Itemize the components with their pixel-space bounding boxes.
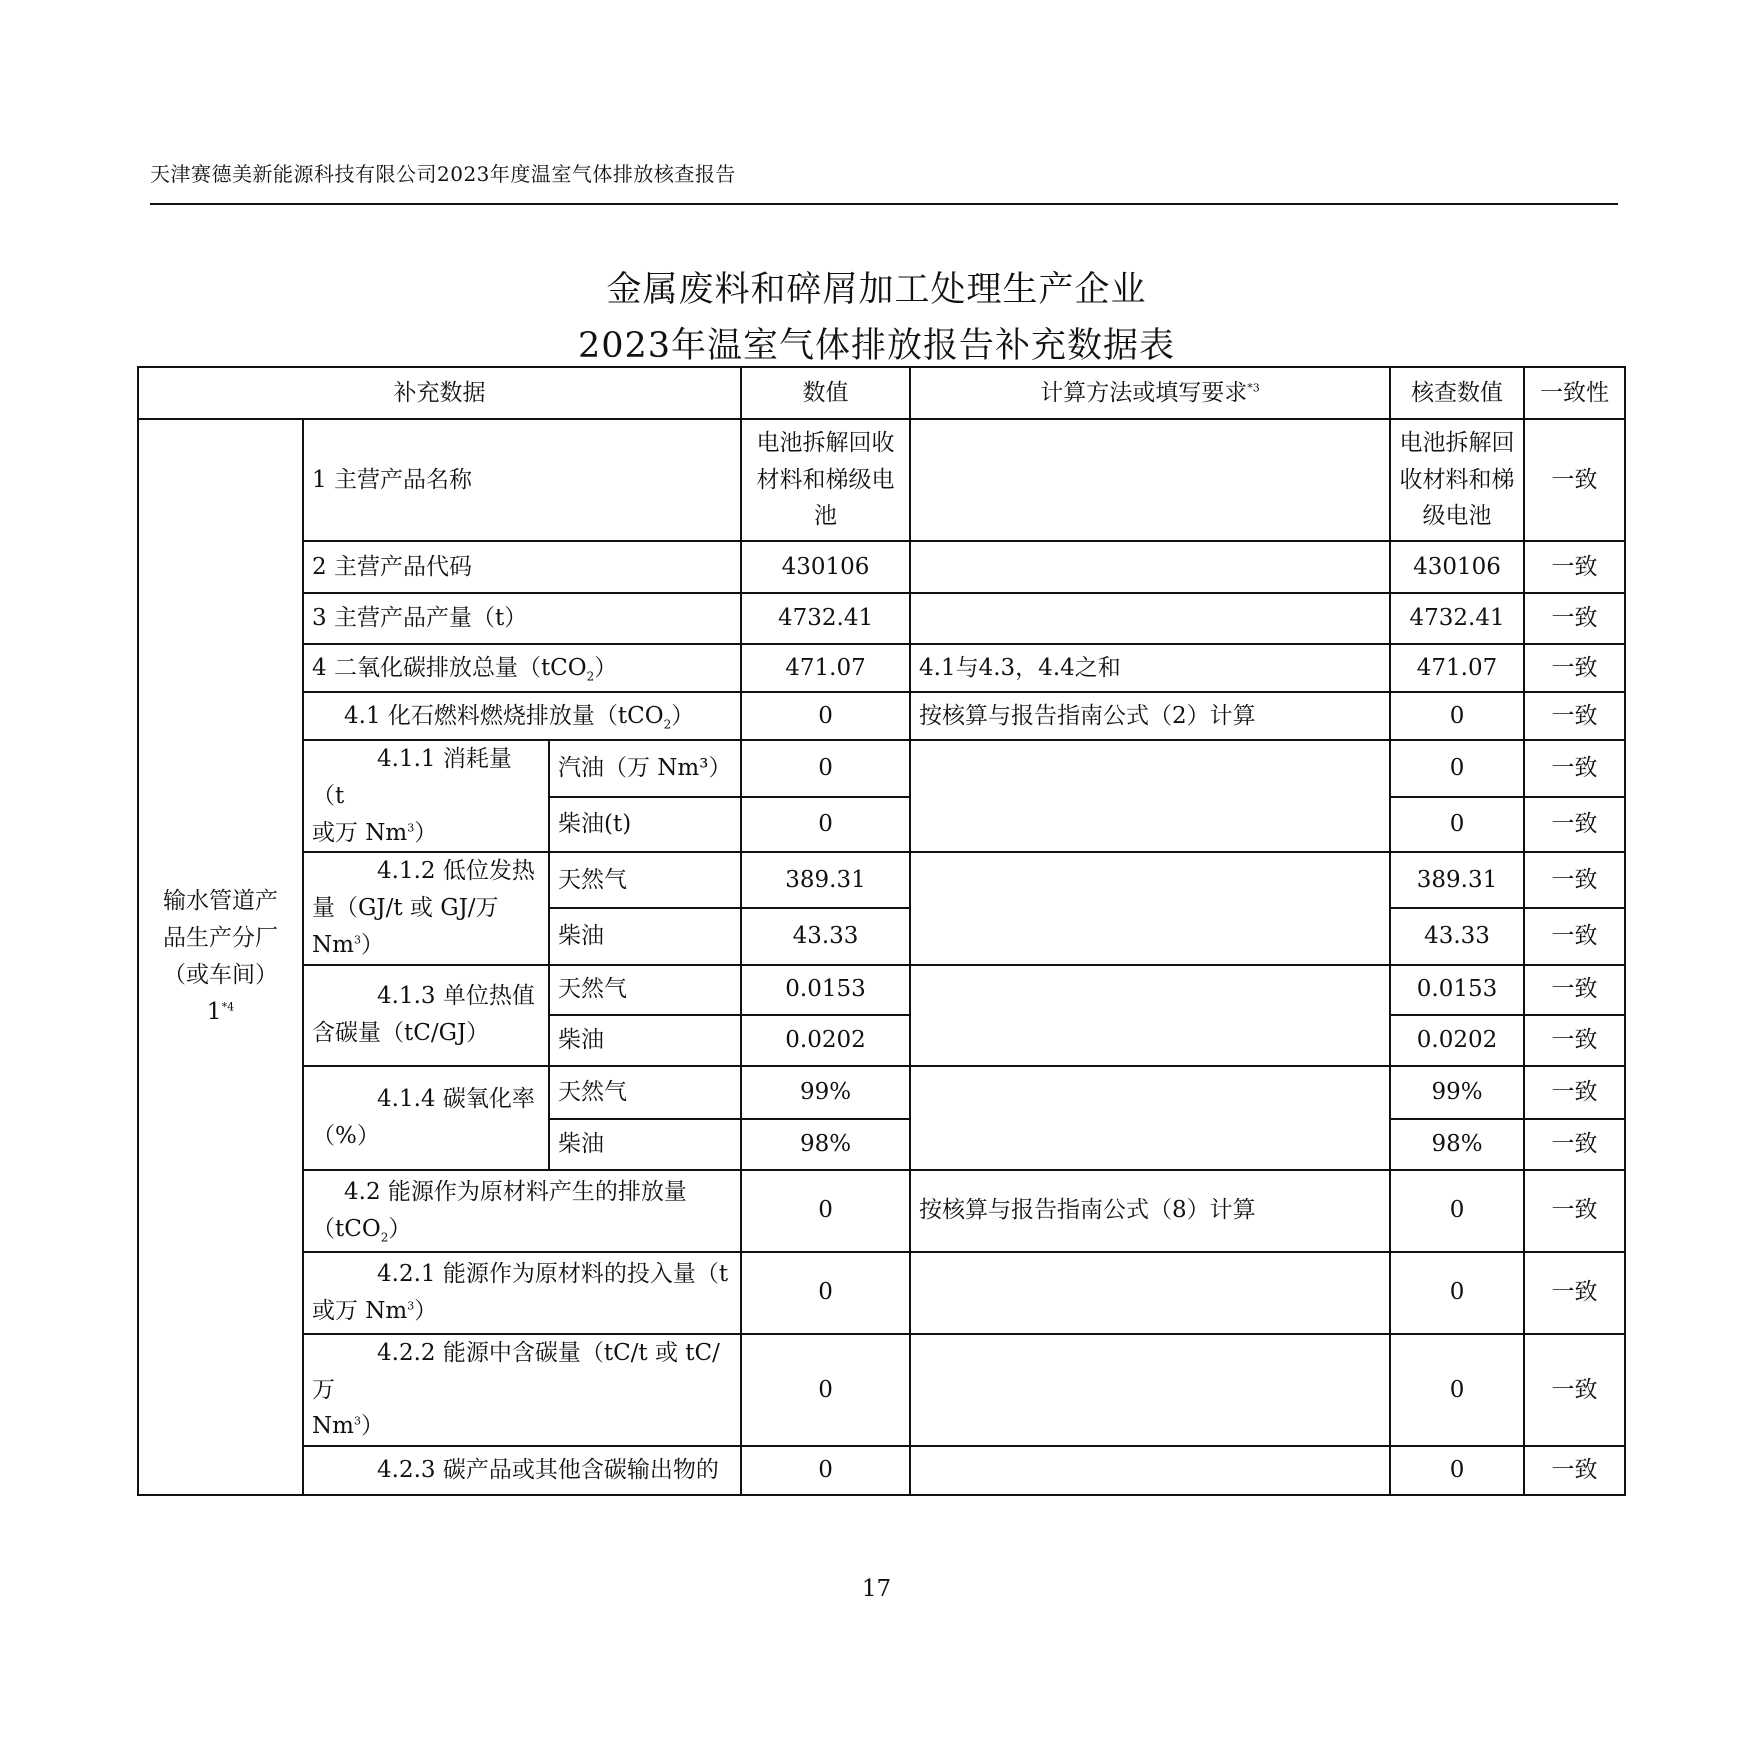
subgroup-label-line2-suffix: ） <box>360 931 384 958</box>
header-consistency: 一致性 <box>1524 367 1625 419</box>
verified-cell: 0 <box>1390 740 1524 797</box>
subgroup-label-line2 <box>312 890 540 964</box>
subgroup-label-line2-suffix: ） <box>414 819 438 846</box>
method-cell <box>910 541 1390 593</box>
item-label-line1: 4.2 能源作为原材料产生的排放量 <box>344 1178 687 1205</box>
method-cell <box>910 1446 1390 1495</box>
verified-cell: 0 <box>1390 797 1524 853</box>
fuel-label: 天然气 <box>549 1066 741 1119</box>
value-cell: 389.31 <box>741 852 910 907</box>
subgroup-label-line1: 4.1.4 碳氧化率 <box>377 1085 535 1112</box>
table-row <box>138 1066 1625 1119</box>
header-value: 数值 <box>741 367 910 419</box>
value-cell: 471.07 <box>741 644 910 692</box>
method-cell: 4.1与4.3，4.4之和 <box>910 644 1390 692</box>
item-label-line1: 4.2.3 碳产品或其他含碳输出物的 <box>377 1457 719 1484</box>
verified-cell: 4732.41 <box>1390 593 1524 644</box>
method-cell <box>910 965 1390 1066</box>
subgroup-label-line2 <box>312 1015 540 1052</box>
value-cell: 0.0153 <box>741 965 910 1015</box>
consistency-cell: 一致 <box>1524 1446 1625 1495</box>
consistency-cell: 一致 <box>1524 1066 1625 1119</box>
item-label-text: 4.1 化石燃料燃烧排放量（tCO <box>344 702 664 729</box>
item-label <box>303 644 741 692</box>
item-label-suffix: ） <box>671 702 695 729</box>
header-rule <box>150 203 1618 205</box>
table-row <box>138 852 1625 907</box>
consistency-cell: 一致 <box>1524 419 1625 541</box>
item-label-line2-text: （tCO <box>312 1215 381 1242</box>
subgroup-label-line1: 4.1.3 单位热值 <box>377 983 535 1010</box>
method-cell <box>910 1066 1390 1170</box>
header-method-label: 计算方法或填写要求 <box>1040 379 1248 406</box>
item-label <box>303 1446 741 1495</box>
verified-cell: 0 <box>1390 1446 1524 1495</box>
verified-cell: 0.0202 <box>1390 1015 1524 1066</box>
method-cell <box>910 740 1390 852</box>
running-header: 天津赛德美新能源科技有限公司2023年度温室气体排放核查报告 <box>150 162 736 186</box>
value-cell: 430106 <box>741 541 910 593</box>
item-label-suffix: ） <box>594 654 618 681</box>
item-label <box>303 692 741 740</box>
consistency-cell: 一致 <box>1524 740 1625 797</box>
consistency-cell: 一致 <box>1524 644 1625 692</box>
verified-cell: 98% <box>1390 1119 1524 1170</box>
item-label-line1: 4.2.2 能源中含碳量（tC/t 或 tC/万 <box>312 1339 720 1403</box>
item-label-line2 <box>312 1211 732 1248</box>
subgroup-label-line2-text: 量（GJ/t 或 GJ/万 Nm <box>312 895 499 958</box>
subgroup-label-line2-sup: 3 <box>407 820 415 834</box>
verified-cell: 471.07 <box>1390 644 1524 692</box>
page-number: 17 <box>861 1576 892 1602</box>
group-label: 输水管道产品生产分厂（或车间）1 <box>163 888 278 1025</box>
item-label: 2 主营产品代码 <box>303 541 741 593</box>
subgroup-label-line2 <box>312 815 540 852</box>
table-row <box>138 541 1625 593</box>
item-label: 1 主营产品名称 <box>303 419 741 541</box>
method-cell <box>910 1334 1390 1446</box>
consistency-cell: 一致 <box>1524 541 1625 593</box>
table-row <box>138 965 1625 1015</box>
header-supplementary-data: 补充数据 <box>138 367 741 419</box>
table-row <box>138 1334 1625 1446</box>
subgroup-label <box>303 1066 549 1170</box>
table-row <box>138 692 1625 740</box>
table-row <box>138 1446 1625 1495</box>
subgroup-label-line2-text: （%） <box>312 1122 380 1149</box>
verified-cell: 43.33 <box>1390 908 1524 965</box>
method-cell: 按核算与报告指南公式（2）计算 <box>910 692 1390 740</box>
supplementary-data-table <box>137 366 1626 1496</box>
item-label-line2 <box>312 1408 732 1445</box>
fuel-label: 柴油 <box>549 908 741 965</box>
method-cell: 按核算与报告指南公式（8）计算 <box>910 1170 1390 1252</box>
value-cell: 4732.41 <box>741 593 910 644</box>
group-label-note: *4 <box>221 1000 235 1014</box>
fuel-label: 柴油 <box>549 1015 741 1066</box>
method-cell <box>910 419 1390 541</box>
subgroup-label-line2-sup: 3 <box>353 933 361 947</box>
method-cell <box>910 593 1390 644</box>
consistency-cell: 一致 <box>1524 1170 1625 1252</box>
consistency-cell: 一致 <box>1524 908 1625 965</box>
fuel-label: 天然气 <box>549 965 741 1015</box>
item-label-line2-sup: 3 <box>353 1414 361 1428</box>
table-header-row <box>138 367 1625 419</box>
item-label-line2-text: 或万 Nm <box>312 1297 408 1324</box>
subgroup-label-line1: 4.1.2 低位发热 <box>377 858 535 885</box>
consistency-cell: 一致 <box>1524 1252 1625 1334</box>
verified-cell: 电池拆解回收材料和梯级电池 <box>1390 419 1524 541</box>
verified-cell: 0 <box>1390 1252 1524 1334</box>
item-label-line1: 4.2.1 能源作为原材料的投入量（t <box>377 1260 729 1287</box>
item-label-subscript: 2 <box>586 669 595 684</box>
subgroup-label-line1: 4.1.1 消耗量（t <box>312 746 512 809</box>
subgroup-label-line2 <box>312 1118 540 1155</box>
table-row <box>138 593 1625 644</box>
value-cell: 0 <box>741 740 910 797</box>
consistency-cell: 一致 <box>1524 1334 1625 1446</box>
value-cell: 0 <box>741 1446 910 1495</box>
consistency-cell: 一致 <box>1524 1015 1625 1066</box>
value-cell: 0 <box>741 1170 910 1252</box>
item-label-text: 4 二氧化碳排放总量（tCO <box>312 654 587 681</box>
value-cell: 43.33 <box>741 908 910 965</box>
subgroup-label <box>303 852 549 964</box>
verified-cell: 430106 <box>1390 541 1524 593</box>
value-cell: 0 <box>741 797 910 853</box>
consistency-cell: 一致 <box>1524 1119 1625 1170</box>
item-label-line2 <box>312 1293 732 1330</box>
item-label-subscript: 2 <box>663 717 672 732</box>
item-label-line2-sup: 3 <box>407 1299 415 1313</box>
fuel-label: 柴油(t) <box>549 797 741 853</box>
table-row <box>138 1170 1625 1252</box>
subgroup-label-line2-text: 或万 Nm <box>312 819 408 846</box>
table-row <box>138 419 1625 541</box>
group-label-cell <box>138 419 303 1495</box>
method-cell <box>910 852 1390 964</box>
value-cell: 0.0202 <box>741 1015 910 1066</box>
item-label-line2-sub: 2 <box>380 1230 389 1245</box>
table-row <box>138 1252 1625 1334</box>
header-verified-value: 核查数值 <box>1390 367 1524 419</box>
item-label: 3 主营产品产量（t） <box>303 593 741 644</box>
item-label <box>303 1170 741 1252</box>
consistency-cell: 一致 <box>1524 593 1625 644</box>
item-label-line2-suffix: ） <box>360 1413 384 1440</box>
verified-cell: 0.0153 <box>1390 965 1524 1015</box>
subgroup-label <box>303 740 549 852</box>
fuel-label: 天然气 <box>549 852 741 907</box>
item-label-line2-text: Nm <box>312 1413 354 1440</box>
consistency-cell: 一致 <box>1524 852 1625 907</box>
consistency-cell: 一致 <box>1524 965 1625 1015</box>
header-method-note: *3 <box>1247 380 1260 394</box>
item-label-line2-suffix: ） <box>388 1215 412 1242</box>
verified-cell: 389.31 <box>1390 852 1524 907</box>
value-cell: 0 <box>741 692 910 740</box>
consistency-cell: 一致 <box>1524 797 1625 853</box>
method-cell <box>910 1252 1390 1334</box>
fuel-label: 柴油 <box>549 1119 741 1170</box>
value-cell: 电池拆解回收材料和梯级电池 <box>741 419 910 541</box>
header-method <box>910 367 1390 419</box>
verified-cell: 0 <box>1390 1170 1524 1252</box>
fuel-label: 汽油（万 Nm³） <box>549 740 741 797</box>
consistency-cell: 一致 <box>1524 692 1625 740</box>
subgroup-label-line2-text: 含碳量（tC/GJ） <box>312 1020 490 1047</box>
table-row <box>138 644 1625 692</box>
item-label <box>303 1252 741 1334</box>
verified-cell: 0 <box>1390 692 1524 740</box>
verified-cell: 0 <box>1390 1334 1524 1446</box>
table-title-line2: 2023年温室气体排放报告补充数据表 <box>577 326 1176 366</box>
item-label-line2-suffix: ） <box>414 1297 438 1324</box>
table-title-line1: 金属废料和碎屑加工处理生产企业 <box>606 270 1147 310</box>
table-row <box>138 740 1625 797</box>
item-label <box>303 1334 741 1446</box>
value-cell: 0 <box>741 1252 910 1334</box>
verified-cell: 99% <box>1390 1066 1524 1119</box>
value-cell: 98% <box>741 1119 910 1170</box>
value-cell: 99% <box>741 1066 910 1119</box>
subgroup-label <box>303 965 549 1066</box>
value-cell: 0 <box>741 1334 910 1446</box>
